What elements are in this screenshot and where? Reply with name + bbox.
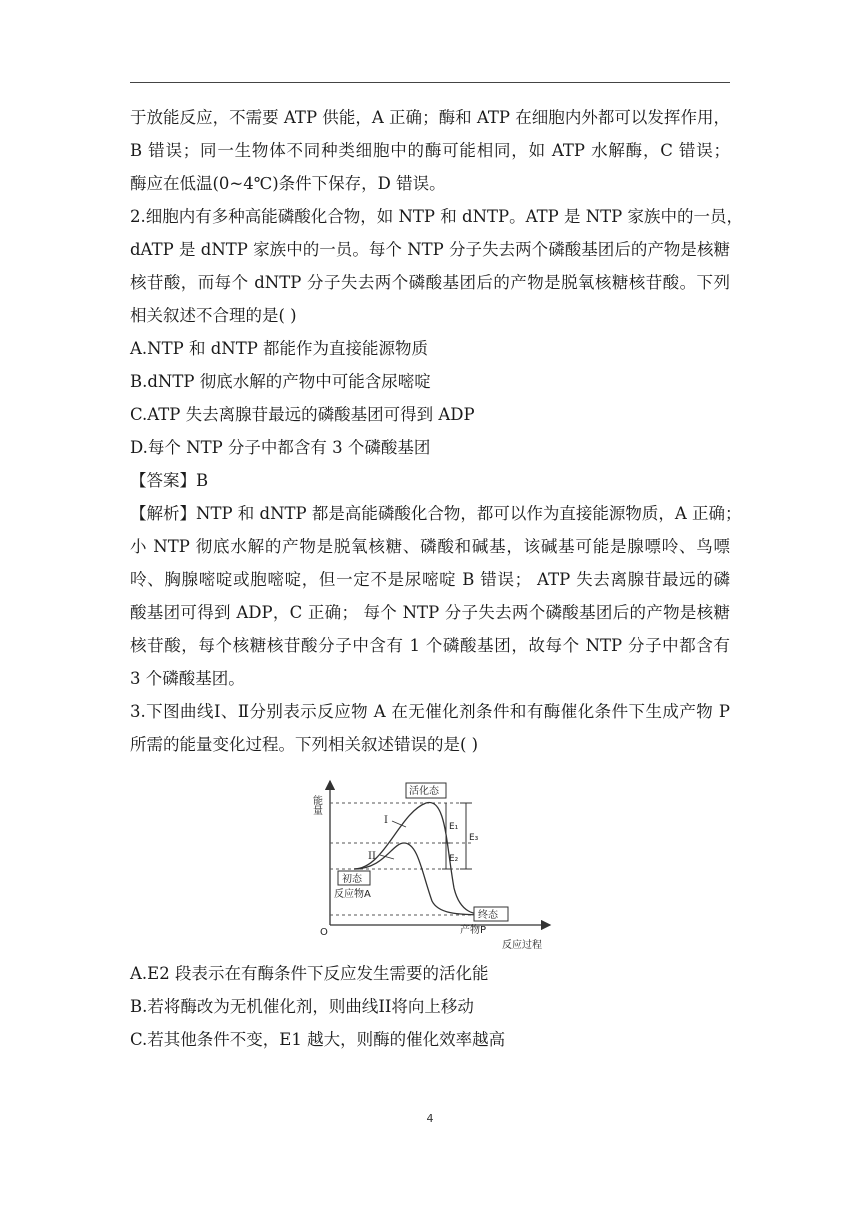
e1-label: E₁ [449,822,459,832]
text-line: 【答案】B [130,471,209,490]
text-line: 3.下图曲线Ⅰ、Ⅱ分别表示反应物 A 在无催化剂条件和有酶催化条件下生成产物 P [130,702,730,721]
text-line: 2.细胞内有多种高能磷酸化合物，如 NTP 和 dNTP。ATP 是 NTP 家族中的一员， [130,207,744,226]
text-line: 所需的能量变化过程。下列相关叙述错误的是( ) [130,735,479,754]
product-label: 产物P [460,925,487,936]
energy-diagram-svg [310,773,554,953]
text-line: D.每个 NTP 分子中都含有 3 个磷酸基团 [130,438,431,457]
text-line: 相关叙述不合理的是( ) [130,306,297,325]
energy-diagram [310,773,554,953]
curve-1-label: I [384,815,388,826]
initial-state-label: 初态 [342,874,362,885]
page-body [130,101,744,1056]
text-line: C.若其他条件不变，E1 越大，则酶的催化效率越高 [130,1030,506,1049]
x-axis-label: 反应过程 [502,940,542,951]
text-line: 小 NTP 彻底水解的产物是脱氧核糖、磷酸和碱基，该碱基可能是腺嘌呤、鸟嘌 [130,537,730,556]
final-state-label: 终态 [478,910,498,921]
text-line: dATP 是 dNTP 家族中的一员。每个 NTP 分子失去两个磷酸基团后的产物是核糖 [130,240,730,259]
page-number: 4 [426,1112,434,1125]
curve-2-label: II [368,851,376,862]
text-line: 3 个磷酸基团。 [130,669,245,688]
text-line: B 错误；同一生物体不同种类细胞中的酶可能相同，如 ATP 水解酶，C 错误； [130,141,730,160]
text-line: B.若将酶改为无机催化剂，则曲线II将向上移动 [130,997,474,1016]
text-line: 核苷酸，每个核糖核苷酸分子中含有 1 个磷酸基团，故每个 NTP 分子中都含有 [130,636,730,655]
text-line: C.ATP 失去离腺苷最远的磷酸基团可得到 ADP [130,405,475,424]
text-line: 【解析】NTP 和 dNTP 都是高能磷酸化合物，都可以作为直接能源物质，A 正确； [130,504,742,523]
header-rule [130,82,730,83]
y-axis-label: 能量 [310,795,322,815]
activated-state-label: 活化态 [409,786,439,797]
text-line: 呤、胸腺嘧啶或胞嘧啶，但一定不是尿嘧啶 B 错误； ATP 失去离腺苷最远的磷 [130,570,730,589]
text-line: A.NTP 和 dNTP 都能作为直接能源物质 [130,339,429,358]
e3-label: E₃ [469,833,479,843]
origin-label: O [320,927,328,938]
reactant-label: 反应物A [334,889,371,900]
text-line: 酸基团可得到 ADP，C 正确； 每个 NTP 分子失去两个磷酸基团后的产物是核糖 [130,603,730,622]
text-line: B.dNTP 彻底水解的产物中可能含尿嘧啶 [130,372,431,391]
text-line: 酶应在低温(0~4℃)条件下保存，D 错误。 [130,174,446,193]
e2-label: E₂ [449,854,459,864]
text-block-bottom [130,957,730,1056]
text-line: 核苷酸，而每个 dNTP 分子失去两个磷酸基团后的产物是脱氧核糖核苷酸。下列 [130,273,730,292]
text-line: 于放能反应，不需要 ATP 供能，A 正确；酶和 ATP 在细胞内外都可以发挥作用， [130,108,730,127]
text-line: A.E2 段表示在有酶条件下反应发生需要的活化能 [130,964,489,983]
text-block-top [130,101,744,761]
